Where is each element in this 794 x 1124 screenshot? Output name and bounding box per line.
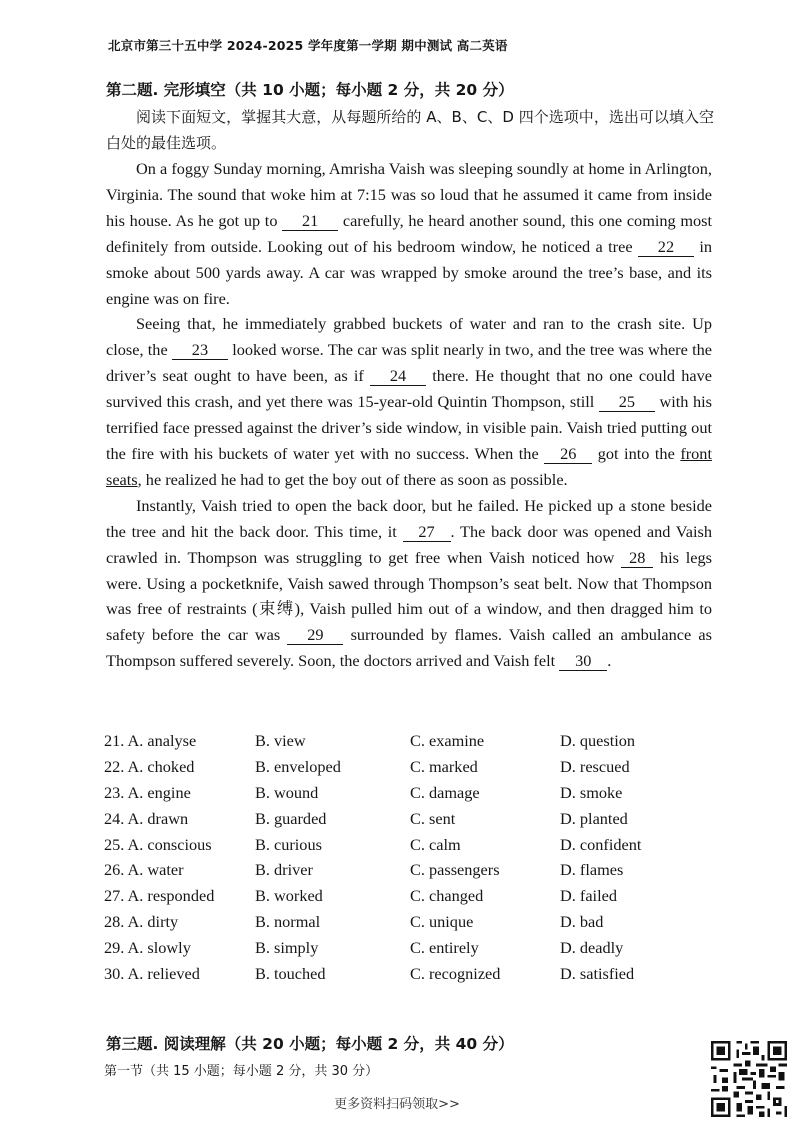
blank-25[interactable]: 25	[599, 393, 655, 412]
passage-text: Instantly, Vaish tried to open the back door, but he failed. He picked up a stone beside the tree and hit the back door. This time, it	[106, 495, 712, 541]
question-23-options	[104, 780, 704, 806]
option-25-c[interactable]: C. calm	[410, 834, 461, 854]
option-29-b[interactable]: B. simply	[255, 938, 319, 958]
passage-text: got into the	[592, 443, 681, 463]
option-28-b[interactable]: B. normal	[255, 912, 321, 932]
option-29-c[interactable]: C. entirely	[410, 938, 479, 958]
blank-28[interactable]: 28	[621, 549, 653, 568]
section-3-title: 第三题. 阅读理解（共 20 小题；每小题 2 分，共 40 分）	[106, 1035, 514, 1053]
option-28-a[interactable]: 28. A. dirty	[104, 912, 179, 932]
option-30-a[interactable]: 30. A. relieved	[104, 964, 200, 984]
section-2-instruction: 阅读下面短文，掌握其大意，从每题所给的 A、B、C、D 四个选项中，选出可以填入空白处的最佳选项。	[106, 108, 714, 152]
passage-text: with his terrified face pressed against the driver’s side window, in visible pain. Vaish tried putting out the fire with his buckets of water yet with no success. When the	[106, 392, 712, 463]
option-22-c[interactable]: C. marked	[410, 756, 478, 776]
option-25-b[interactable]: B. curious	[255, 834, 322, 854]
option-27-c[interactable]: C. changed	[410, 886, 484, 906]
question-28-options	[104, 909, 704, 935]
footer-promo: 更多资料扫码领取>>	[334, 1097, 460, 1112]
option-28-c[interactable]: C. unique	[410, 912, 474, 932]
question-22-options	[104, 754, 704, 780]
option-29-a[interactable]: 29. A. slowly	[104, 938, 191, 958]
option-25-d[interactable]: D. confident	[560, 834, 642, 854]
underlined-front-seats: front seats	[106, 443, 712, 489]
option-24-a[interactable]: 24. A. drawn	[104, 808, 189, 828]
answer-options	[104, 728, 704, 987]
section-2-title: 第二题. 完形填空（共 10 小题；每小题 2 分，共 20 分）	[106, 81, 514, 99]
option-27-a[interactable]: 27. A. responded	[104, 886, 215, 906]
option-26-a[interactable]: 26. A. water	[104, 860, 184, 880]
option-27-d[interactable]: D. failed	[560, 886, 617, 906]
option-30-d[interactable]: D. satisfied	[560, 964, 635, 984]
passage-text: there. He thought that no one could have survived this crash, and yet there was 15-year-old Quintin Thompson, still	[106, 366, 712, 412]
option-25-a[interactable]: 25. A. conscious	[104, 834, 212, 854]
option-26-c[interactable]: C. passengers	[410, 860, 500, 880]
option-24-c[interactable]: C. sent	[410, 808, 456, 828]
option-23-d[interactable]: D. smoke	[560, 782, 623, 802]
passage-text: his legs were. Using a pocketknife, Vaish sawed through Thompson’s seat belt. Now that Thompson was free of restraints (束缚), Vaish pulled him out of a window, and then dragged him to safety before the car was	[106, 547, 712, 645]
page-header: 北京市第三十五中学 2024-2025 学年度第一学期 期中测试 高二英语	[108, 38, 508, 53]
passage-paragraph-2	[106, 311, 712, 492]
passage-text: looked worse. The car was split nearly in two, and the tree was where the driver’s seat ought to have been, as if	[106, 340, 712, 386]
option-28-d[interactable]: D. bad	[560, 912, 604, 932]
blank-26[interactable]: 26	[544, 445, 592, 464]
option-26-d[interactable]: D. flames	[560, 860, 624, 880]
passage-text: On a foggy Sunday morning, Amrisha Vaish was sleeping soundly at home in Arlington, Virginia. The sound that woke him at 7:15 was so loud that he assumed it came from inside his house. As he got up to	[106, 159, 712, 230]
option-22-d[interactable]: D. rescued	[560, 756, 630, 776]
option-29-d[interactable]: D. deadly	[560, 938, 624, 958]
option-30-b[interactable]: B. touched	[255, 964, 326, 984]
qr-code-icon[interactable]	[708, 1038, 790, 1120]
blank-22[interactable]: 22	[638, 238, 694, 257]
option-21-a[interactable]: 21. A. analyse	[104, 731, 197, 750]
passage-text: surrounded by flames. Vaish called an ambulance as Thompson suffered severely. Soon, the doctors arrived and Vaish felt	[106, 625, 712, 671]
blank-27[interactable]: 27	[403, 523, 451, 542]
blank-29[interactable]: 29	[287, 626, 343, 645]
blank-23[interactable]: 23	[172, 341, 228, 360]
option-21-d[interactable]: D. question	[560, 731, 636, 750]
option-24-d[interactable]: D. planted	[560, 808, 628, 828]
passage-text: .	[607, 651, 612, 671]
option-23-c[interactable]: C. damage	[410, 782, 480, 802]
option-21-c[interactable]: C. examine	[410, 731, 485, 750]
question-30-options	[104, 961, 704, 987]
question-21-options	[104, 728, 704, 754]
passage-text: carefully, he heard another sound, this one coming most definitely from outside. Looking out of his bedroom window, he noticed a tree	[106, 210, 713, 256]
question-25-options	[104, 832, 704, 858]
blank-24[interactable]: 24	[370, 367, 426, 386]
passage-text: Seeing that, he immediately grabbed buckets of water and ran to the crash site. Up close, the	[106, 314, 712, 360]
cloze-passage	[106, 156, 712, 674]
question-24-options	[104, 806, 704, 832]
option-21-b[interactable]: B. view	[255, 731, 306, 750]
question-29-options	[104, 935, 704, 961]
option-27-b[interactable]: B. worked	[255, 886, 323, 906]
option-23-a[interactable]: 23. A. engine	[104, 782, 191, 802]
option-22-b[interactable]: B. enveloped	[255, 756, 341, 776]
passage-text: in smoke about 500 yards away. A car was wrapped by smoke around the tree’s base, and its engine was on fire.	[106, 236, 712, 308]
question-27-options	[104, 883, 704, 909]
blank-21[interactable]: 21	[282, 212, 338, 231]
option-30-c[interactable]: C. recognized	[410, 964, 501, 984]
option-23-b[interactable]: B. wound	[255, 782, 319, 802]
passage-text: , he realized he had to get the boy out of there as soon as possible.	[137, 469, 568, 489]
section-3-subtitle: 第一节（共 15 小题；每小题 2 分，共 30 分）	[104, 1064, 379, 1079]
option-24-b[interactable]: B. guarded	[255, 808, 327, 828]
passage-text: . The back door was opened and Vaish crawled in. Thompson was struggling to get free when Vaish noticed how	[106, 521, 712, 567]
passage-paragraph-3	[106, 493, 712, 674]
blank-30[interactable]: 30	[559, 652, 607, 671]
option-22-a[interactable]: 22. A. choked	[104, 756, 195, 776]
option-26-b[interactable]: B. driver	[255, 860, 313, 880]
question-26-options	[104, 857, 704, 883]
passage-paragraph-1	[106, 156, 712, 311]
